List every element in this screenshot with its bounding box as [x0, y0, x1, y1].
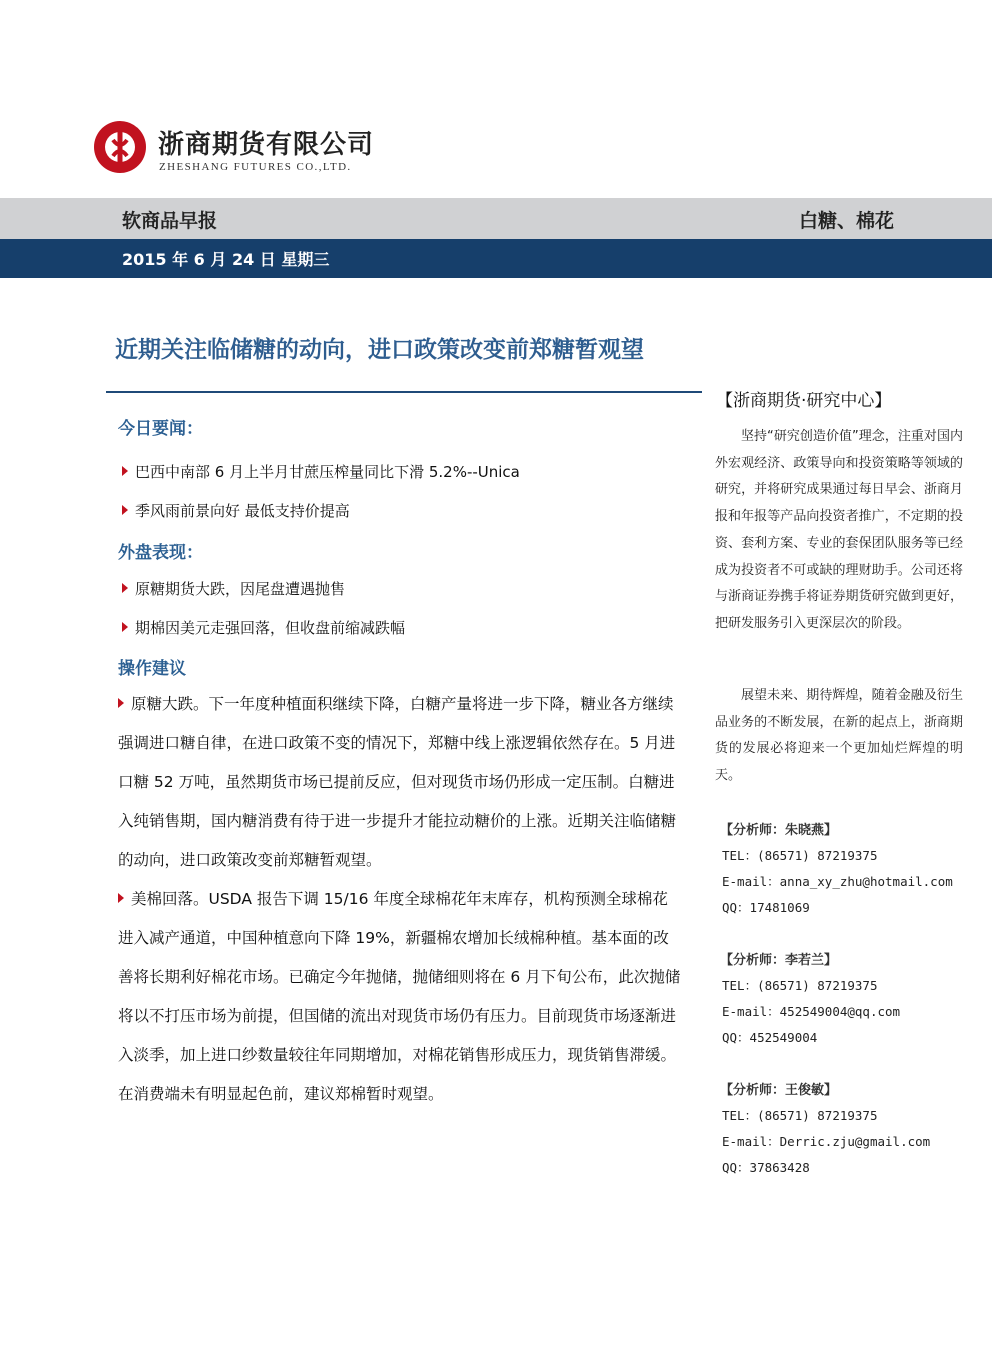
analyst-name: 【分析师：朱晓燕】	[720, 823, 838, 838]
report-type-band	[0, 198, 992, 239]
advice-sugar-paragraph	[118, 685, 683, 880]
headline: 近期关注临储糖的动向，进口政策改变前郑糖暂观望	[115, 337, 644, 363]
date-band	[0, 239, 992, 278]
advice-sugar-text: 原糖大跌。下一年度种植面积继续下降，白糖产量将进一步下降，糖业各方继续强调进口糖自律，在进口政策不变的情况下，郑糖中线上涨逻辑依然存在。5 月进口糖 52 万吨，虽然期货市场已提前反应，但对现货市场仍形成一定压制。白糖进入纯销售期，国内糖消费有待于进一步提升才能拉动糖价的上涨。近期关注临储糖的动向，进口政策改变前郑糖暂观望。	[118, 695, 677, 869]
headline-divider	[106, 391, 702, 393]
advice-cotton-text: 美棉回落。USDA 报告下调 15/16 年度全球棉花年末库存，机构预测全球棉花进入减产通道，中国种植意向下降 19%，新疆棉农增加长绒棉种植。基本面的改善将长期利好棉花市场。已确定今年抛储，抛储细则将在 6 月下旬公布，此次抛储将以不打压市场为前提，但国储的流出对现货市场仍有压力。目前现货市场逐渐进入淡季，加上进口纱数量较往年同期增加，对棉花销售形成压力，现货销售滞缓。在消费端未有明显起色前，建议郑棉暂时观望。	[118, 890, 681, 1103]
news-section-title: 今日要闻：	[118, 419, 203, 439]
commodities: 白糖、棉花	[799, 210, 895, 232]
overseas-item-text: 期棉因美元走强回落，但收盘前缩减跌幅	[135, 619, 406, 637]
company-name-cn: 浙商期货有限公司	[158, 130, 375, 160]
red-triangle-bullet-icon	[122, 466, 128, 476]
overseas-item-text: 原糖期货大跌，因尾盘遭遇抛售	[135, 580, 346, 598]
sidebar-title: 【浙商期货·研究中心】	[716, 391, 892, 411]
overseas-section-title: 外盘表现：	[118, 543, 203, 563]
analyst-tel: TEL：(86571) 87219375	[722, 978, 878, 993]
red-triangle-bullet-icon	[118, 893, 124, 903]
report-date: 2015 年 6 月 24 日 星期三	[122, 250, 330, 269]
analyst-email[interactable]: E-mail：Derric.zju@gmail.com	[722, 1134, 931, 1149]
advice-section-title: 操作建议	[118, 659, 186, 679]
analyst-qq: QQ：17481069	[722, 900, 810, 915]
red-triangle-bullet-icon	[122, 622, 128, 632]
overseas-item	[122, 578, 345, 599]
sidebar-outlook: 展望未来、期待辉煌，随着金融及衍生品业务的不断发展，在新的起点上，浙商期货的发展必将迎来一个更加灿烂辉煌的明天。	[715, 688, 963, 784]
analyst-tel: TEL：(86571) 87219375	[722, 848, 878, 863]
red-triangle-bullet-icon	[122, 505, 128, 515]
analyst-email[interactable]: E-mail：452549004@qq.com	[722, 1004, 901, 1019]
analyst-tel: TEL：(86571) 87219375	[722, 1108, 878, 1123]
news-item-text: 巴西中南部 6 月上半月甘蔗压榨量同比下滑 5.2%--Unica	[135, 463, 520, 481]
analyst-email[interactable]: E-mail：anna_xy_zhu@hotmail.com	[722, 874, 953, 889]
sidebar-intro: 坚持“研究创造价值”理念，注重对国内外宏观经济、政策导向和投资策略等领域的研究，并将研究成果通过每日早会、浙商月报和年报等产品向投资者推广，不定期的投资、套利方案、专业的套保团队服务等已经成为投资者不可或缺的理财助手。公司还将与浙商证券携手将证券期货研究做到更好，把研发服务引入更深层次的阶段。	[715, 429, 963, 631]
news-item	[122, 461, 520, 482]
analyst-qq: QQ：37863428	[722, 1160, 810, 1175]
analyst-name: 【分析师：李若兰】	[720, 953, 838, 968]
analyst-qq: QQ：452549004	[722, 1030, 818, 1045]
advice-cotton-paragraph	[118, 880, 683, 1114]
red-triangle-bullet-icon	[118, 698, 124, 708]
zheshang-logo-icon	[93, 120, 147, 174]
analyst-name: 【分析师：王俊敏】	[720, 1083, 838, 1098]
company-name-en: ZHESHANG FUTURES CO.,LTD.	[159, 161, 352, 173]
overseas-item	[122, 617, 405, 638]
news-item-text: 季风雨前景向好 最低支持价提高	[135, 502, 350, 520]
news-item	[122, 500, 350, 521]
red-triangle-bullet-icon	[122, 583, 128, 593]
report-type: 软商品早报	[122, 210, 218, 232]
